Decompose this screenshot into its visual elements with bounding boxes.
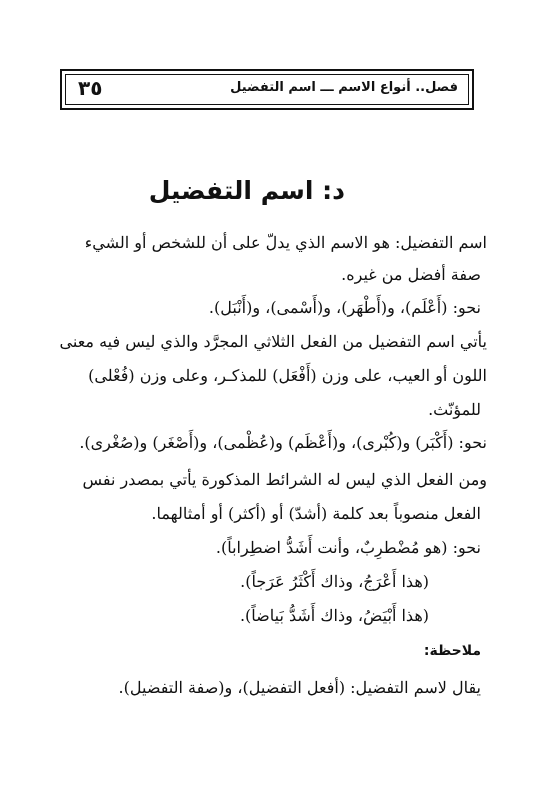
running-header bbox=[60, 69, 474, 110]
example-line-4: (هذا أَعْرَجُ، وذاك أَكْثَرُ عَرَجاً). bbox=[240, 572, 429, 591]
example-line-3: نحو: (هو مُضْطرِبٌ، وأنت أَشَدُّ اضطِراباً). bbox=[215, 538, 481, 557]
rule-line-5: الفعل منصوباً بعد كلمة (أشدّ) أو (أكثر) أو أمثالهما. bbox=[151, 504, 481, 523]
header-title: فصل.. أنواع الاسم ـــ اسم التفضيل bbox=[230, 80, 458, 95]
example-line-2: نحو: (أَكْبَر) و(كُبْرى)، و(أَعْظَم) و(عُظْمى)، و(أَصْغَر) و(صُغْرى). bbox=[79, 433, 487, 452]
rule-line-1: يأتي اسم التفضيل من الفعل الثلاثي المجرَّد والذي ليس فيه معنى bbox=[59, 332, 487, 351]
note-line: يقال لاسم التفضيل: (أفعل التفضيل)، و(صفة التفضيل). bbox=[118, 678, 481, 697]
rule-line-4: ومن الفعل الذي ليس له الشرائط المذكورة يأتي بمصدر نفس bbox=[82, 470, 487, 489]
note-heading: ملاحظة: bbox=[423, 643, 481, 659]
page-number: ٣٥ bbox=[78, 76, 103, 100]
example-line-5: (هذا أَبْيَضُ، وذاك أَشَدُّ بَياضاً). bbox=[239, 606, 429, 625]
example-line-1: نحو: (أَعْلَم)، و(أَطْهَر)، و(أَسْمى)، و(أَنْبَل). bbox=[208, 298, 481, 317]
definition-line-1: اسم التفضيل: هو الاسم الذي يدلّ على أن للشخص أو الشيء bbox=[84, 233, 487, 252]
definition-line-2: صفة أفضل من غيره. bbox=[341, 265, 481, 284]
section-title: د: اسم التفضيل bbox=[148, 176, 345, 205]
rule-line-3: للمؤنّث. bbox=[428, 400, 481, 419]
rule-line-2: اللون أو العيب، على وزن (أَفْعَل) للمذكـر، وعلى وزن (فُعْلى) bbox=[88, 366, 487, 385]
